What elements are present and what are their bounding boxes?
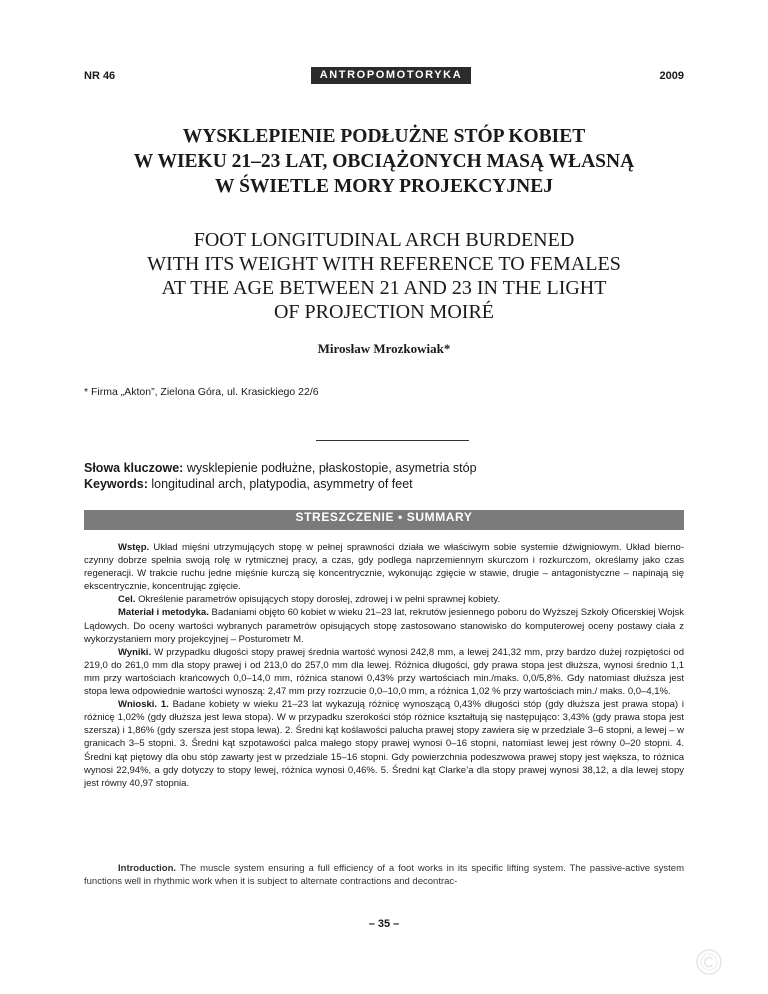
abstract-results [84, 646, 684, 698]
publication-year: 2009 [659, 70, 684, 82]
abstract-introduction [84, 541, 684, 593]
keywords-en-text: longitudinal arch, platypodia, asymmetry of feet [147, 477, 413, 491]
author-name: Mirosław Mrozkowiak* [317, 341, 451, 356]
abstract-label: Materiał i metodyka. [118, 607, 209, 619]
journal-name: ANTROPOMOTORYKA [311, 67, 471, 84]
title-en-line-2: WITH ITS WEIGHT WITH REFERENCE TO FEMALES [147, 253, 621, 275]
introduction-paragraph [84, 862, 684, 888]
abstract-text: Badane kobiety w wieku 21–23 lat wykazują różnicę wynoszącą 0,43% długości stóp (gdy dłuższa jest prawa stopa) i różnicę 1,02% (gdy dłuższa jest lewa stopa). W w przypadku szerokości stóp różnice kształtują się następująco: 3,43% (gdy prawa stopa jest szersza) i 1,86% (gdy szersza jest stopa lewa). 2. Średni kąt koślawości palucha prawej stopy zawiera się w przedziale 3–6 stopni, a lewej – w granicach 3–5 stopni. 3. Średni kąt szpotawości palca małego stopy prawej wynosi 0–16 stopni, natomiast lewej jest równy 0–20 stopni. 4. Średni kąt piętowy dla obu stóp zawarty jest w przedziale 15–16 stopni. Gdy powierzchnia podeszwowa prawej stopy jest większa, to różnica wynosi 22,94%, a gdy dotyczy to stopy lewej, różnica wynosi 0,46%. 5. Średni kąt Clarke’a dla stopy prawej wynosi 38,12, a dla lewej stopy jest równy 40,97 stopnia. [84, 699, 685, 789]
abstract-label: Wstęp. [118, 542, 150, 553]
keywords-polish [84, 461, 684, 476]
intro-text: The muscle system ensuring a full efficiency of a foot works in its specific lifting system. The passive-active system functions well in rhythmic work when it is subject to alternate contractions and decontrac- [84, 863, 684, 888]
title-english [80, 228, 688, 324]
abstract-text: Układ mięśni utrzymujących stopę w pełnej sprawności działa we właściwym sobie systemie dźwigniowym. Układ bierno-czynny dobrze spełnia swoją rolę w rytmicznej pracy, a czas, gdy podlega naprzemiennym skurczom i rozkurczom, określamy jako czas regeneracji. W trakcie ruchu jedne mięśnie kurczą się koncentrycznie, wykonując zgięcie w stawie, drugie – antagonistyczne – napinają się ekscentrycznie, koncentrując zgięcie. [84, 542, 684, 593]
title-polish [80, 124, 688, 199]
title-en-line-4: OF PROJECTION MOIRÉ [273, 301, 495, 323]
title-en-line-1: FOOT LONGITUDINAL ARCH BURDENED [193, 229, 575, 251]
abstract-text: W przypadku długości stopy prawej średnia wartość wynosi 242,8 mm, a lewej 241,32 mm, przy bardzo dużej rozpiętości od 219,0 do 261,0 mm dla stopy prawej i od 213,0 do 257,0 mm dla lewej. Różnica długości, gdy prawa stopa jest dłuższa, wynosi średnio 1,1 mm przy wartościach krańcowych 0,0–14,0 mm, różnica stanowi 0,43% przy wartościach min./maks. 0,0/5,8%. Gdy natomiast dłuższa jest stopa lewa odpowiednie wartości wynoszą: 2,47 mm przy rozrzucie 0,0–10,0 mm, a różnica 1,02 % przy wartościach min./ maks. 0,0–4,1%. [84, 646, 684, 698]
abstract-aim [84, 593, 684, 606]
keywords-en-label: Keywords: [84, 477, 148, 491]
title-pl-line-2: W WIEKU 21–23 LAT, OBCIĄŻONYCH MASĄ WŁASNĄ [133, 151, 635, 172]
intro-label: Introduction. [118, 863, 177, 874]
divider [316, 440, 469, 441]
keywords-english [84, 477, 684, 492]
title-pl-line-3: W ŚWIETLE MORY PROJEKCYJNEJ [215, 176, 553, 197]
abstract-text: Badaniami objęto 60 kobiet w wieku 21–23 lat, rekrutów jesiennego poboru do Wyższej Szkoły Oficerskiej Wojsk Lądowych. Do oceny wartości wybranych parametrów opisujących stopę zastosowano stanowisko do komputerowej oceny postawy ciała z wykorzystaniem mory projekcyjnej – Posturometr M. [84, 607, 685, 645]
title-en-line-3: AT THE AGE BETWEEN 21 AND 23 IN THE LIGHT [161, 277, 607, 299]
keywords-pl-label: Słowa kluczowe: [84, 461, 184, 475]
title-pl-line-1: WYSKLEPIENIE PODŁUŻNE STÓP KOBIET [182, 126, 586, 147]
abstract-label: Cel. [118, 594, 136, 606]
abstract-conclusions [84, 698, 684, 790]
abstract [84, 541, 684, 790]
abstract-label: Wnioski. 1. [118, 699, 169, 711]
issue-number: NR 46 [84, 70, 116, 82]
copyright-watermark-icon [695, 948, 723, 976]
abstract-text: Określenie parametrów opisujących stopy dorosłej, zdrowej i w pełni sprawnej kobiety. [135, 594, 501, 606]
page-number: – 35 – [368, 918, 400, 930]
abstract-label: Wyniki. [118, 646, 152, 658]
abstract-methods [84, 606, 684, 645]
author-affiliation: * Firma „Akton”, Zielona Góra, ul. Krasickiego 22/6 [84, 386, 319, 398]
keywords-pl-text: wysklepienie podłużne, płaskostopie, asymetria stóp [183, 461, 477, 475]
section-header-band: STRESZCZENIE • SUMMARY [84, 510, 684, 530]
